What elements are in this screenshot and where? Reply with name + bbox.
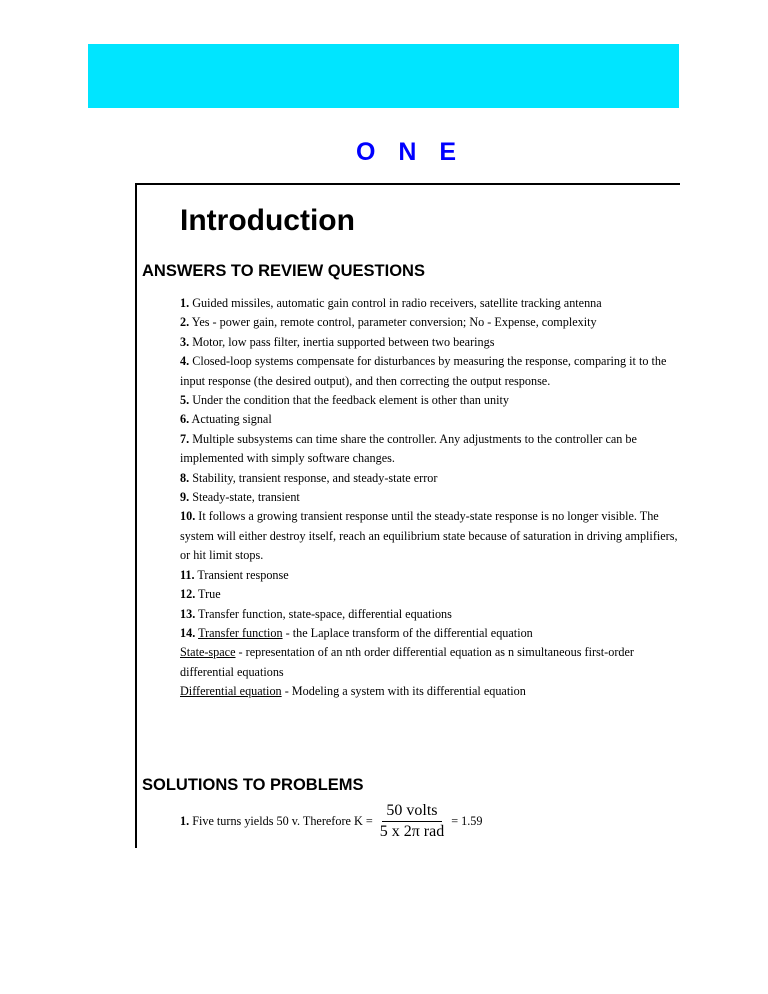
answer-item <box>180 333 680 352</box>
answer-item <box>180 410 680 429</box>
answer-item-14 <box>180 624 680 643</box>
fraction-denominator: 5 x 2π rad <box>379 823 445 840</box>
answer-number: 9. <box>180 490 190 505</box>
answer-item <box>180 488 680 507</box>
answer-number: 2. <box>180 315 190 330</box>
answer-item <box>180 566 680 585</box>
answer-number: 3. <box>180 334 190 349</box>
chapter-title: Introduction <box>180 204 355 237</box>
term-definition: - Modeling a system with its differential equation <box>281 684 526 699</box>
answer-text: Motor, low pass filter, inertia supported between two bearings <box>189 334 495 349</box>
review-answers <box>180 294 680 702</box>
answer-item <box>180 352 680 391</box>
fraction-numerator: 50 volts <box>382 802 441 822</box>
answer-number: 11. <box>180 567 195 582</box>
answer-text: Actuating signal <box>189 412 272 427</box>
fraction <box>376 802 449 841</box>
answer-number: 8. <box>180 470 190 485</box>
chapter-label: O N E <box>355 138 465 166</box>
problem-result: = 1.59 <box>451 814 483 828</box>
answer-text: Closed-loop systems compensate for disturbances by measuring the response, comparing it to the input response (the desired output), and then correcting the output response. <box>180 354 667 388</box>
problem-number: 1. <box>180 814 190 828</box>
answer-number: 6. <box>180 412 190 427</box>
answer-item <box>180 313 680 332</box>
answer-item <box>180 585 680 604</box>
answer-text: Steady-state, transient <box>189 490 300 505</box>
term-definition: - the Laplace transform of the differential equation <box>282 625 533 640</box>
answer-item <box>180 507 680 565</box>
answer-text: Transient response <box>194 567 289 582</box>
frame-top-rule <box>135 183 680 185</box>
term-state-space: State-space <box>180 645 236 660</box>
frame-left-rule <box>135 183 137 848</box>
answer-text: Stability, transient response, and steady-state error <box>189 470 438 485</box>
answer-text: Transfer function, state-space, differential equations <box>195 606 452 621</box>
answer-text: True <box>195 587 221 602</box>
header-banner <box>88 44 679 108</box>
answer-text: Multiple subsystems can time share the controller. Any adjustments to the controller can be implemented with simply software changes. <box>180 431 637 466</box>
answer-number: 10. <box>180 509 196 524</box>
answer-text: Yes - power gain, remote control, parameter conversion; No - Expense, complexity <box>189 315 597 330</box>
review-heading: ANSWERS TO REVIEW QUESTIONS <box>142 262 425 280</box>
term-transfer-function: Transfer function <box>198 625 283 640</box>
answer-text: Guided missiles, automatic gain control in radio receivers, satellite tracking antenna <box>189 296 602 310</box>
answer-text: It follows a growing transient response until the steady-state response is no longer visible. The system will either destroy itself, reach an equilibrium state because of saturation in driving amplifiers, or hit limit stops. <box>180 509 678 563</box>
answer-text: Under the condition that the feedback element is other than unity <box>189 393 509 408</box>
answer-number: 13. <box>180 606 196 621</box>
answer-number: 7. <box>180 431 190 446</box>
answer-number: 12. <box>180 587 196 602</box>
problem-1 <box>180 802 482 841</box>
answer-number: 1. <box>180 296 190 310</box>
term-definition: - representation of an nth order differential equation as n simultaneous first-order differential equations <box>180 645 634 679</box>
answer-item <box>180 469 680 488</box>
answer-item-14-de <box>180 682 680 701</box>
answer-number: 5. <box>180 393 190 408</box>
answer-item <box>180 430 680 469</box>
answer-item <box>180 294 680 313</box>
answer-number: 4. <box>180 354 190 369</box>
term-differential-equation: Differential equation <box>180 684 282 699</box>
answer-item-14-ss <box>180 643 680 682</box>
problem-text: Five turns yields 50 v. Therefore K = <box>189 814 373 828</box>
answer-number: 14. <box>180 625 196 640</box>
answer-item <box>180 605 680 624</box>
solutions-heading: SOLUTIONS TO PROBLEMS <box>142 776 364 794</box>
answer-item <box>180 391 680 410</box>
